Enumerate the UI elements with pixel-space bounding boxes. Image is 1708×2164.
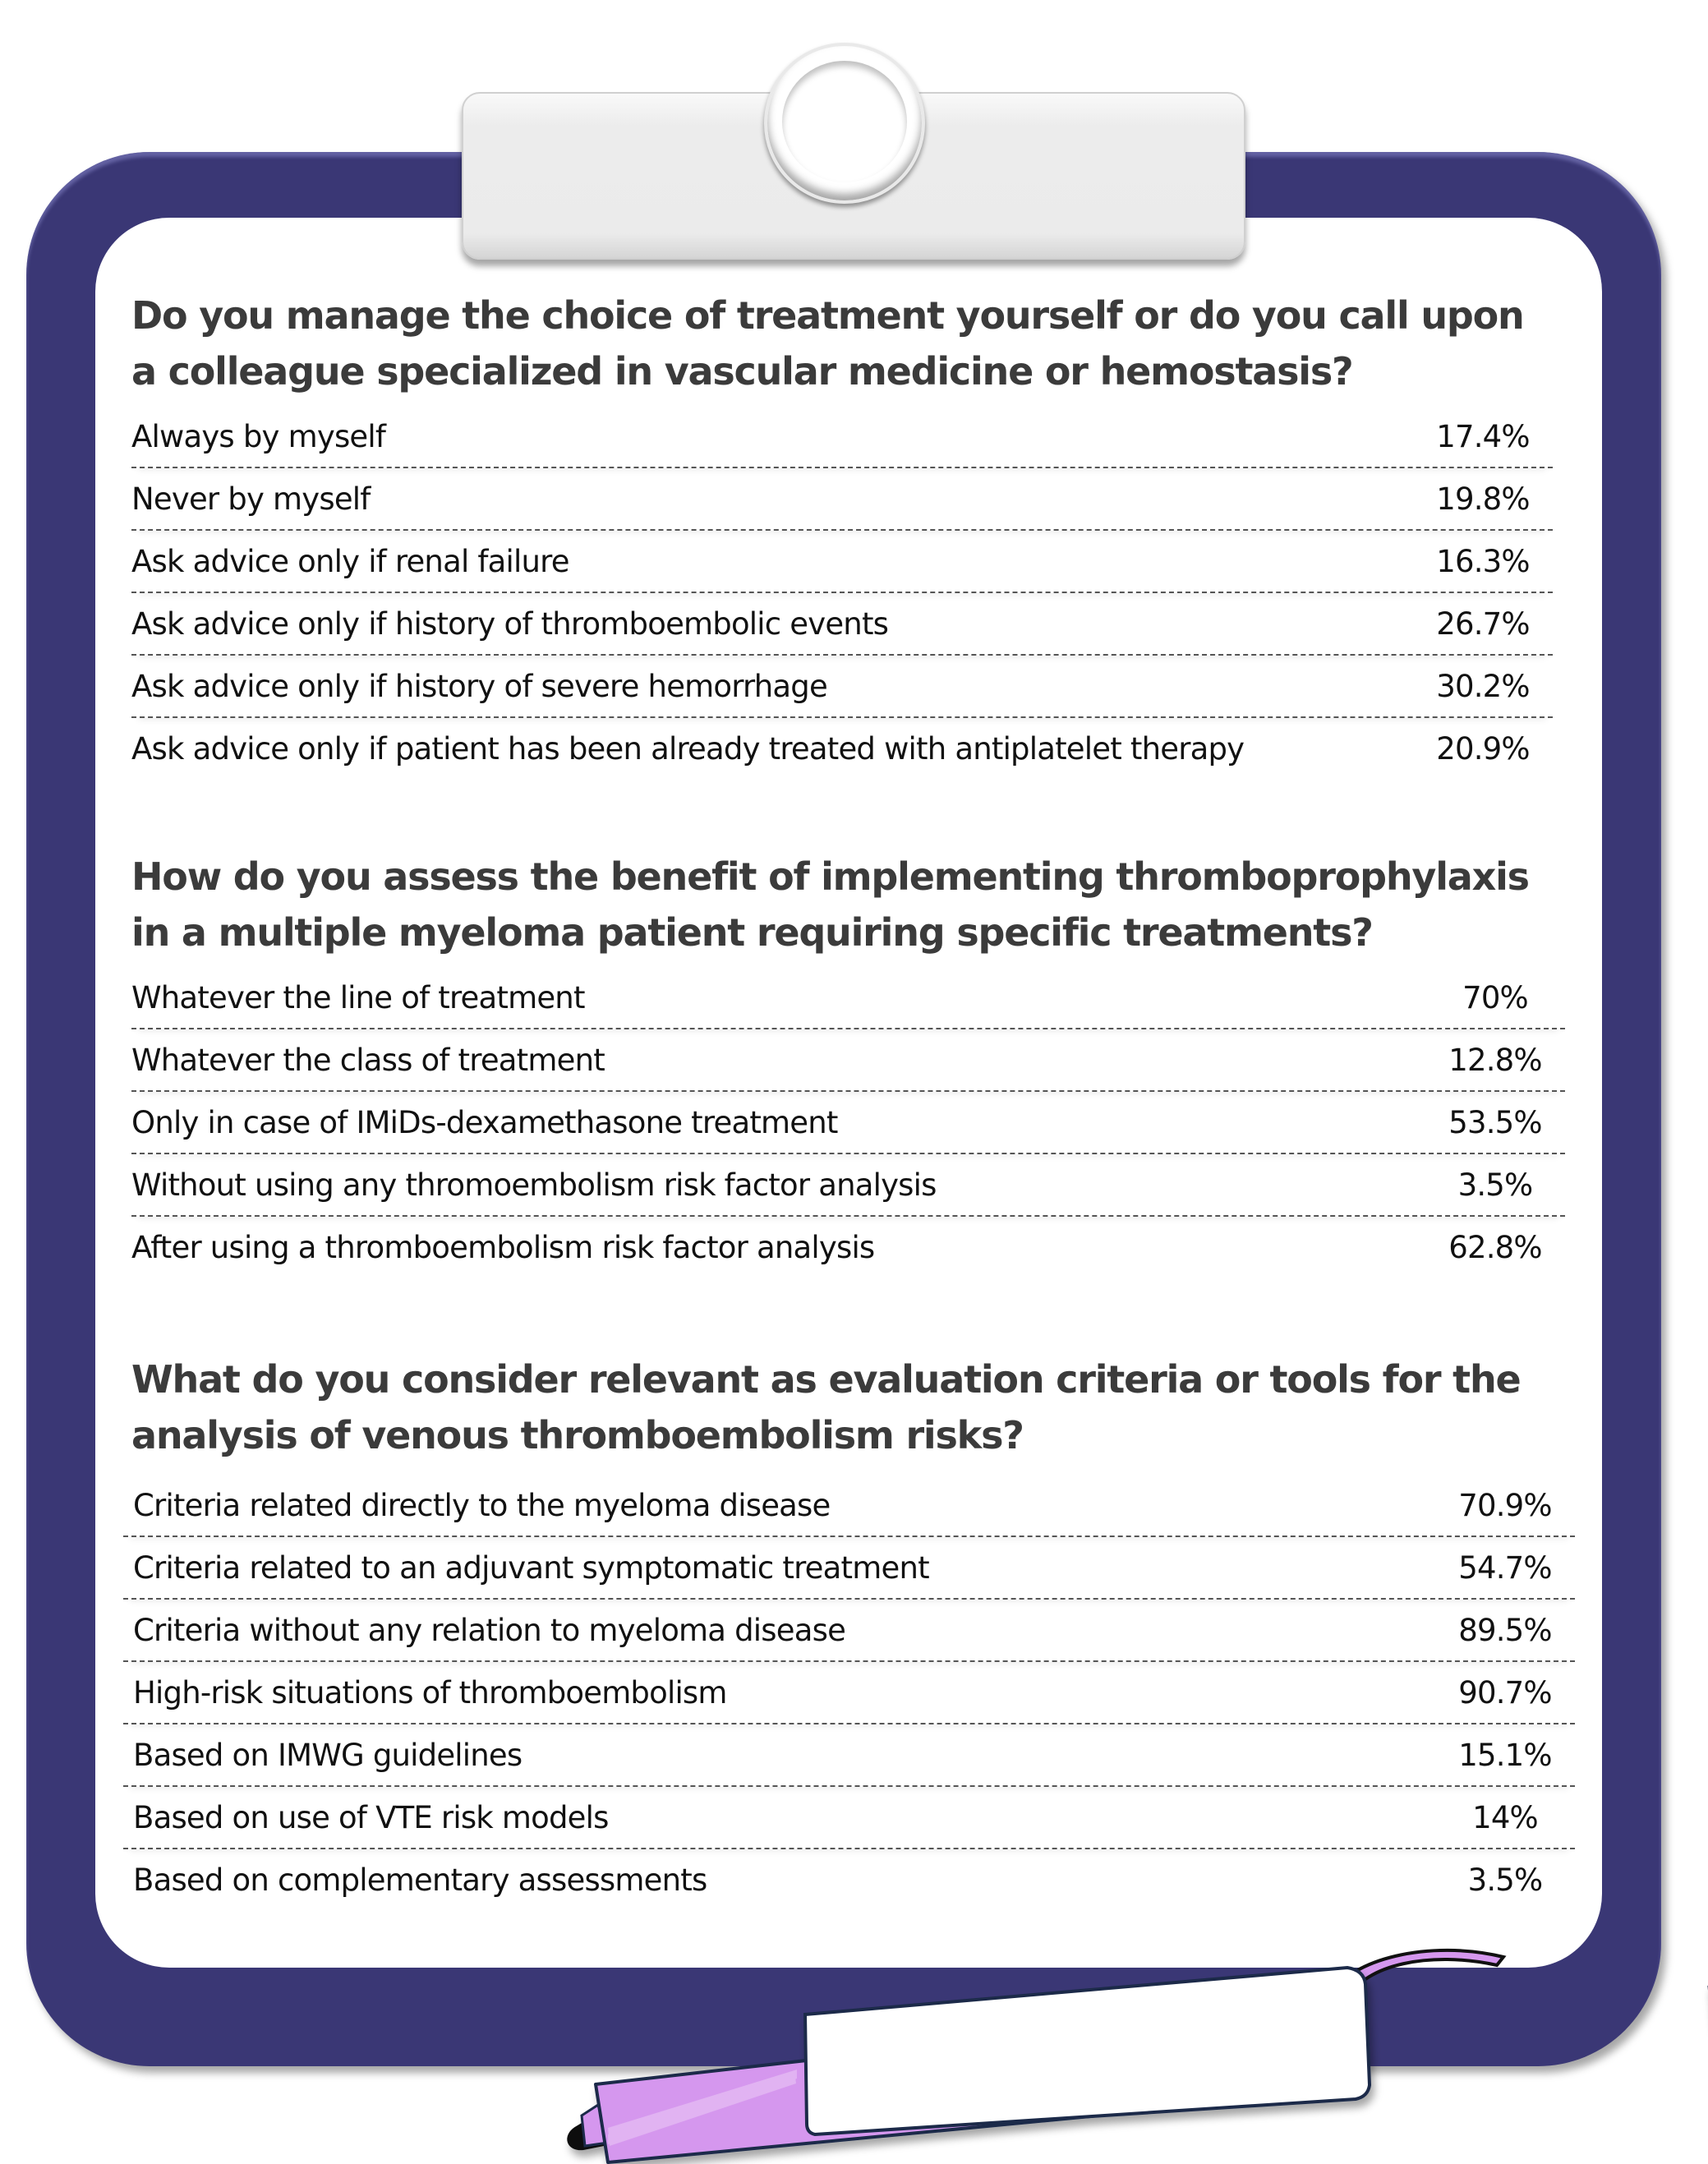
answer-row — [131, 468, 1553, 531]
answer-percent: 17.4% — [1436, 418, 1530, 454]
survey-section-evaluation-criteria — [131, 1351, 1575, 1910]
answer-row — [131, 1217, 1565, 1278]
answer-row — [123, 1724, 1575, 1787]
answer-label: Whatever the line of treatment — [131, 979, 585, 1015]
answer-row — [123, 1662, 1575, 1724]
answer-percent: 19.8% — [1436, 481, 1530, 517]
answer-percent: 15.1% — [1458, 1737, 1552, 1773]
answer-percent: 70.9% — [1458, 1487, 1552, 1523]
answer-percent: 16.3% — [1436, 543, 1530, 579]
answer-label: After using a thromboembolism risk factor analysis — [131, 1229, 875, 1265]
answer-list — [131, 967, 1565, 1278]
survey-section-treatment-choice — [131, 288, 1553, 779]
answer-label: Whatever the class of treatment — [131, 1042, 605, 1078]
pen-cap — [805, 1968, 1370, 2134]
question-title: How do you assess the benefit of implementing thromboprophylaxis in a multiple myeloma patient requiring specific treatments? — [131, 854, 1529, 955]
answer-label: Criteria related directly to the myeloma disease — [133, 1487, 831, 1523]
answer-list — [123, 1475, 1575, 1910]
answer-percent: 90.7% — [1458, 1674, 1552, 1710]
answer-row — [131, 1154, 1565, 1217]
answer-row — [131, 718, 1553, 779]
answer-row — [123, 1600, 1575, 1662]
answer-percent: 14% — [1472, 1799, 1538, 1835]
answer-row — [123, 1537, 1575, 1600]
answer-label: Never by myself — [131, 481, 371, 517]
answer-percent: 3.5% — [1467, 1862, 1543, 1898]
answer-percent: 89.5% — [1458, 1612, 1552, 1648]
answer-row — [131, 967, 1565, 1029]
answer-percent: 54.7% — [1458, 1549, 1552, 1586]
answer-label: High-risk situations of thromboembolism — [133, 1674, 727, 1710]
answer-percent: 53.5% — [1448, 1104, 1542, 1140]
answer-label: Ask advice only if patient has been already treated with antiplatelet therapy — [131, 730, 1245, 767]
survey-section-thromboprophylaxis — [131, 849, 1565, 1278]
answer-percent: 20.9% — [1436, 730, 1530, 767]
answer-label: Ask advice only if renal failure — [131, 543, 569, 579]
answer-row — [131, 656, 1553, 718]
answer-label: Based on use of VTE risk models — [133, 1799, 609, 1835]
answer-list — [131, 406, 1553, 779]
answer-percent: 3.5% — [1457, 1167, 1533, 1203]
answer-label: Without using any thromoembolism risk factor analysis — [131, 1167, 937, 1203]
answer-percent: 30.2% — [1436, 668, 1530, 704]
answer-label: Ask advice only if history of thromboembolic events — [131, 605, 889, 642]
answer-row — [123, 1787, 1575, 1849]
answer-label: Based on complementary assessments — [133, 1862, 707, 1898]
answer-row — [131, 1092, 1565, 1154]
answer-label: Ask advice only if history of severe hemorrhage — [131, 668, 827, 704]
answer-percent: 62.8% — [1448, 1229, 1542, 1265]
answer-label: Only in case of IMiDs-dexamethasone treatment — [131, 1104, 838, 1140]
pen-icon — [559, 1890, 1708, 2164]
question-title: Do you manage the choice of treatment yourself or do you call upon a colleague specialized in vascular medicine or hemostasis? — [131, 293, 1524, 394]
answer-row — [131, 531, 1553, 593]
clip-ring-icon — [764, 43, 925, 204]
answer-row — [131, 1029, 1565, 1092]
answer-row — [123, 1475, 1575, 1537]
answer-percent: 26.7% — [1436, 605, 1530, 642]
clip-ring-hole — [782, 61, 907, 182]
answer-percent: 70% — [1462, 979, 1528, 1015]
answer-row — [131, 406, 1553, 468]
answer-label: Criteria related to an adjuvant symptomatic treatment — [133, 1549, 929, 1586]
answer-label: Always by myself — [131, 418, 386, 454]
answer-percent: 12.8% — [1448, 1042, 1542, 1078]
answer-label: Criteria without any relation to myeloma disease — [133, 1612, 846, 1648]
answer-row — [131, 593, 1553, 656]
question-title: What do you consider relevant as evaluation criteria or tools for the analysis of venous thromboembolism risks? — [131, 1357, 1521, 1457]
answer-label: Based on IMWG guidelines — [133, 1737, 523, 1773]
